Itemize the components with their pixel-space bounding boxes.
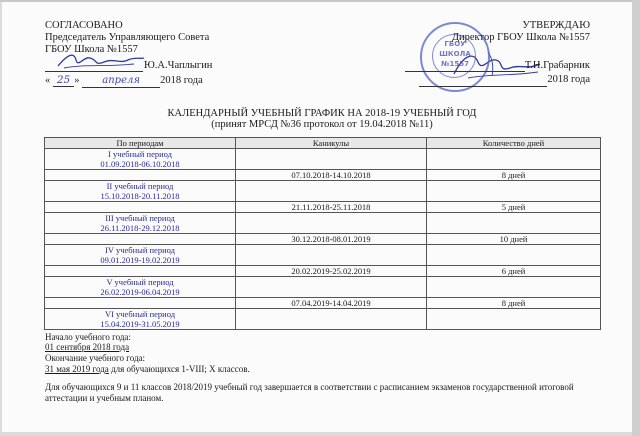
- scan-right-edge: [632, 0, 640, 436]
- empty-cell: [236, 181, 427, 202]
- header-days-count: Количество дней: [427, 138, 601, 149]
- period-row: [45, 309, 601, 330]
- period-name: II учебный период: [106, 181, 174, 191]
- exam-note-line2: аттестации и учебным планом.: [45, 393, 164, 403]
- period-cell: [45, 277, 236, 298]
- schedule-table: [44, 137, 601, 330]
- period-cell: [45, 181, 236, 202]
- empty-cell: [45, 202, 236, 213]
- period-cell: [45, 149, 236, 170]
- date-year-right: 2018 года: [547, 74, 590, 85]
- stamp-text-number: №1557: [441, 60, 469, 68]
- date-underline-right: [419, 74, 547, 87]
- director-signature-line: [405, 60, 590, 72]
- vacation-dates: 30.12.2018-08.01.2019: [236, 234, 427, 245]
- empty-cell: [427, 149, 601, 170]
- period-dates: 15.10.2018-20.11.2018: [100, 191, 180, 201]
- quote-close: »: [74, 75, 80, 86]
- empty-cell: [427, 245, 601, 266]
- date-month-left: апреля: [82, 75, 160, 88]
- vacation-days: 8 дней: [427, 298, 601, 309]
- council-signature-icon: [54, 50, 146, 72]
- empty-cell: [427, 309, 601, 330]
- year-end-suffix: для обучающихся 1-VIII; X классов.: [108, 364, 250, 374]
- exam-note-line1: Для обучающихся 9 и 11 классов 2018/2019 учебный год завершается в соответствии с расписанием экзаменов государственной итоговой: [45, 382, 574, 392]
- document-title: КАЛЕНДАРНЫЙ УЧЕБНЫЙ ГРАФИК НА 2018-19 УЧЕБНЫЙ ГОД: [167, 108, 477, 119]
- empty-cell: [45, 170, 236, 181]
- period-dates: 26.11.2018-29.12.2018: [100, 223, 180, 233]
- date-year-left: 2018 года: [160, 75, 203, 86]
- vacation-dates: 07.04.2019-14.04.2019: [236, 298, 427, 309]
- council-date-line: [45, 74, 203, 88]
- vacation-days: 10 дней: [427, 234, 601, 245]
- header-vacations: Каникулы: [236, 138, 427, 149]
- empty-cell: [427, 213, 601, 234]
- stamp-text-top: ГБОУ: [444, 40, 466, 48]
- year-end-label: Окончание учебного года:: [45, 353, 146, 363]
- empty-cell: [45, 298, 236, 309]
- document-subtitle: (принят МРСД №36 протокол от 19.04.2018 №11): [211, 119, 433, 130]
- vacation-dates: 21.11.2018-25.11.2018: [236, 202, 427, 213]
- period-cell: [45, 309, 236, 330]
- vacation-row: [45, 266, 601, 277]
- vacation-row: [45, 170, 601, 181]
- period-row: [45, 181, 601, 202]
- quote-open: «: [45, 75, 51, 86]
- period-row: [45, 149, 601, 170]
- header-periods: По периодам: [45, 138, 236, 149]
- stamp-text-middle: ШКОЛА: [439, 50, 471, 58]
- period-name: VI учебный период: [104, 309, 176, 319]
- empty-cell: [236, 245, 427, 266]
- period-dates: 09.01.2019-19.02.2019: [100, 255, 180, 265]
- empty-cell: [427, 181, 601, 202]
- empty-cell: [236, 213, 427, 234]
- date-day-left: 25: [53, 74, 74, 87]
- table-header-row: [45, 138, 601, 149]
- school-name-left: ГБОУ Школа №1557: [45, 44, 138, 55]
- empty-cell: [45, 234, 236, 245]
- empty-cell: [236, 309, 427, 330]
- vacation-days: 8 дней: [427, 170, 601, 181]
- vacation-days: 6 дней: [427, 266, 601, 277]
- period-dates: 26.02.2019-06.04.2019: [100, 287, 180, 297]
- period-dates: 15.04.2019-31.05.2019: [100, 319, 180, 329]
- period-dates: 01.09.2018-06.10.2018: [100, 159, 180, 169]
- year-end-value: 31 мая 2019 года: [45, 364, 109, 374]
- approve-heading: УТВЕРЖДАЮ: [522, 20, 590, 31]
- period-row: [45, 277, 601, 298]
- period-row: [45, 245, 601, 266]
- year-end-line: [45, 364, 250, 374]
- vacation-days: 5 дней: [427, 202, 601, 213]
- empty-cell: [236, 149, 427, 170]
- agreed-heading: СОГЛАСОВАНО: [45, 20, 123, 31]
- empty-cell: [236, 277, 427, 298]
- vacation-row: [45, 298, 601, 309]
- period-cell: [45, 245, 236, 266]
- period-name: IV учебный период: [105, 245, 175, 255]
- council-chair-name: Ю.А.Чаплыгин: [144, 60, 213, 71]
- year-start-value: 01 сентября 2018 года: [45, 342, 130, 352]
- period-name: I учебный период: [108, 149, 172, 159]
- vacation-row: [45, 202, 601, 213]
- period-cell: [45, 213, 236, 234]
- director-name: Т.Н.Грабарник: [524, 60, 590, 71]
- vacation-dates: 07.10.2018-14.10.2018: [236, 170, 427, 181]
- vacation-dates: 20.02.2019-25.02.2019: [236, 266, 427, 277]
- signature-underline-right: [405, 61, 525, 72]
- schedule-table-body: [45, 149, 601, 330]
- director-date-line: [419, 74, 590, 87]
- year-start-label: Начало учебного года:: [45, 332, 131, 342]
- council-chair-position: Председатель Управляющего Совета: [45, 32, 210, 43]
- director-position: Директор ГБОУ Школа №1557: [451, 32, 590, 43]
- period-name: III учебный период: [105, 213, 175, 223]
- empty-cell: [45, 266, 236, 277]
- period-name: V учебный период: [106, 277, 174, 287]
- vacation-row: [45, 234, 601, 245]
- empty-cell: [427, 277, 601, 298]
- document-page: [2, 2, 632, 432]
- period-row: [45, 213, 601, 234]
